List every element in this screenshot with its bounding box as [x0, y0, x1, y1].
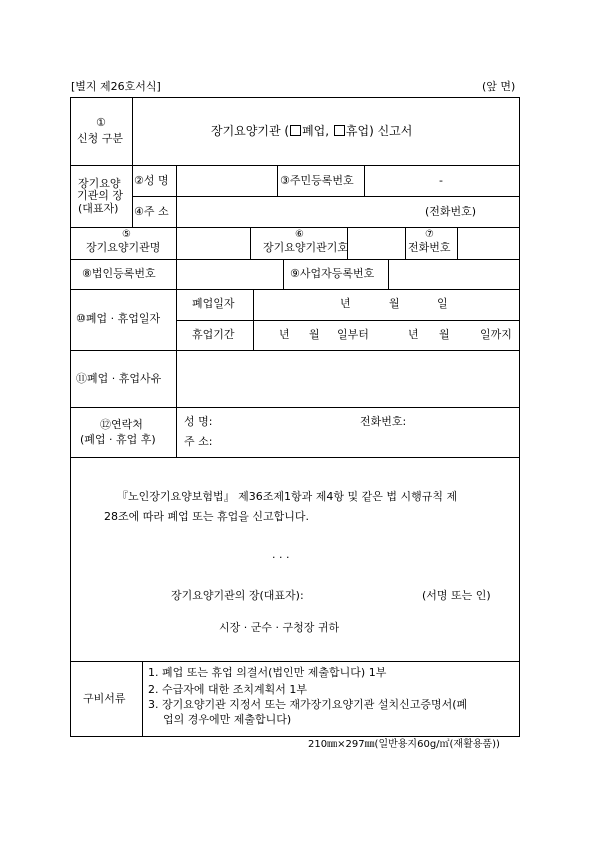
- closure-year-unit: 년: [340, 297, 351, 310]
- suspension-end-year-unit: 년: [408, 328, 419, 341]
- suspension-end-month-unit: 월: [439, 328, 450, 341]
- corporate-registration-field[interactable]: [178, 261, 281, 287]
- facility-phone-number: ⑦: [425, 229, 434, 240]
- closure-date-label: 폐업일자: [192, 297, 235, 310]
- resident-number-label: ③주민등록번호: [280, 174, 354, 187]
- attachment-item-3-line1: 3. 장기요양기관 지정서 또는 재가장기요양기관 설치신고증명서(폐: [148, 698, 468, 711]
- representative-label-line3: (대표자): [78, 202, 119, 215]
- attachment-item-1: 1. 폐업 또는 휴업 의결서(법인만 제출합니다) 1부: [148, 666, 387, 679]
- addressee: 시장 · 군수 · 구청장 귀하: [219, 621, 340, 634]
- contact-address-label: 주 소:: [184, 435, 213, 448]
- form-border: [70, 97, 520, 737]
- contact-label: ⑫연락처: [100, 418, 143, 431]
- signer-label: 장기요양기관의 장(대표자):: [171, 589, 304, 602]
- name-label: ②성 명: [134, 174, 169, 187]
- facility-code-field[interactable]: [349, 229, 403, 257]
- contact-label-line2: (폐업 · 휴업 후): [80, 433, 156, 446]
- representative-label-line1: 장기요양: [78, 177, 121, 190]
- facility-name-number: ⑤: [122, 229, 131, 240]
- closure-reason-label: ⑪폐업 · 휴업사유: [76, 372, 162, 385]
- attachments-label: 구비서류: [83, 692, 126, 705]
- form-title-prefix: 장기요양기관 (: [211, 124, 290, 138]
- facility-phone-label: 전화번호: [408, 241, 451, 254]
- closure-checkbox[interactable]: [290, 125, 301, 136]
- facility-name-field[interactable]: [178, 229, 248, 257]
- signature-note[interactable]: (서명 또는 인): [422, 589, 491, 602]
- closure-day-unit: 일: [437, 297, 448, 310]
- application-type-number: ①: [96, 116, 106, 129]
- suspension-start-month-unit: 월: [309, 328, 320, 341]
- paper-spec: 210㎜×297㎜(일반용지60g/㎡(재활용품)): [308, 739, 500, 750]
- form-title: [211, 125, 412, 137]
- phone-number-label: (전화번호): [425, 205, 477, 218]
- closure-suspension-date-label: ⑩폐업 · 휴업일자: [76, 312, 161, 325]
- statement-line2: 28조에 따라 폐업 또는 휴업을 신고합니다.: [104, 510, 309, 523]
- facility-name-label: 장기요양기관명: [86, 241, 161, 254]
- name-field[interactable]: [178, 167, 275, 194]
- closure-month-unit: 월: [389, 297, 400, 310]
- closure-reason-field[interactable]: [178, 352, 518, 405]
- facility-phone-field[interactable]: [459, 229, 518, 257]
- contact-name-label: 성 명:: [184, 415, 213, 428]
- business-registration-field[interactable]: [390, 261, 518, 287]
- facility-code-number: ⑥: [295, 229, 304, 240]
- closure-option-label: 폐업,: [302, 124, 330, 138]
- address-label: ④주 소: [134, 205, 169, 218]
- facility-code-label: 장기요양기관기호: [263, 241, 349, 254]
- suspension-period-field[interactable]: [255, 322, 518, 348]
- application-type-label: 신청 구분: [77, 132, 124, 145]
- attachment-item-3-line2: 업의 경우에만 제출합니다): [163, 713, 292, 726]
- suspension-until-text: 일까지: [480, 328, 512, 341]
- corporate-registration-label: ⑧법인등록번호: [82, 267, 156, 280]
- statement-line1: 『노인장기요양보험법』 제36조제1항과 제4항 및 같은 법 시행규칙 제: [117, 490, 458, 503]
- attachment-item-2: 2. 수급자에 대한 조치계획서 1부: [148, 683, 307, 696]
- representative-label-line2: 기관의 장: [77, 189, 124, 202]
- page-side-label: (앞 면): [482, 80, 516, 93]
- date-placeholder[interactable]: . . .: [272, 548, 290, 561]
- contact-phone-label: 전화번호:: [360, 415, 407, 428]
- address-field[interactable]: [178, 198, 418, 225]
- suspension-from-text: 일부터: [337, 328, 369, 341]
- suspension-checkbox[interactable]: [334, 125, 345, 136]
- suspension-option-label: 휴업) 신고서: [345, 124, 413, 138]
- resident-number-field[interactable]: -: [439, 174, 443, 187]
- business-registration-label: ⑨사업자등록번호: [290, 267, 375, 280]
- suspension-period-label: 휴업기간: [192, 328, 235, 341]
- closure-date-field[interactable]: [255, 291, 518, 318]
- suspension-start-year-unit: 년: [279, 328, 290, 341]
- form-reference: [별지 제26호서식]: [71, 80, 161, 93]
